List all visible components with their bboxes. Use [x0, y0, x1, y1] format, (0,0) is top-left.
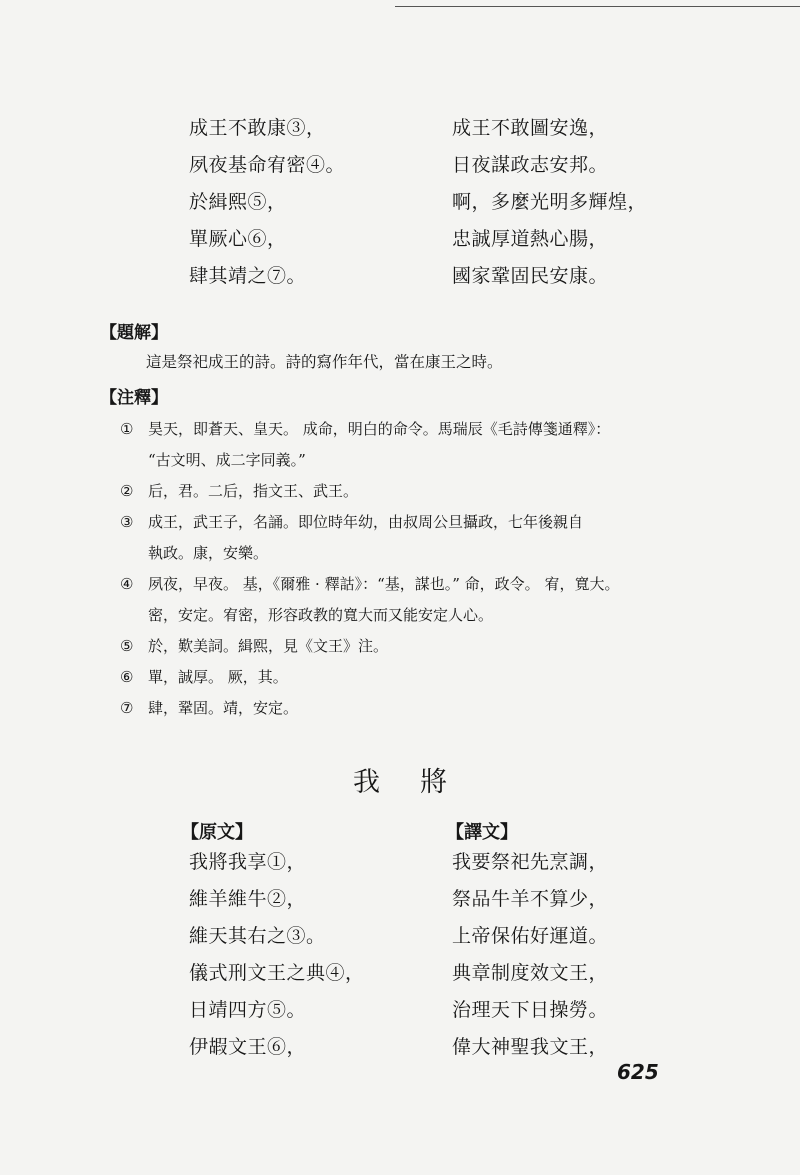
annotation-text: 成王，武王子，名誦。即位時年幼，由叔周公旦攝政，七年後親自 執政。康，安樂。	[148, 513, 584, 562]
verse-line: 伊嘏文王⑥，	[189, 1036, 307, 1058]
verse-line: 祭品牛羊不算少，	[452, 888, 609, 910]
verse-line: 國家鞏固民安康。	[452, 265, 609, 287]
annotation-text: 單，誠厚。 厥，其。	[148, 668, 288, 686]
annotation-item	[120, 414, 680, 476]
verse-line: 維羊維牛②，	[189, 888, 307, 910]
annotation-item	[120, 476, 680, 507]
annotation-text: 后，君。二后，指文王、武王。	[148, 482, 359, 500]
poem2-original	[189, 844, 365, 1066]
poem1-original	[189, 110, 345, 295]
verse-line: 治理天下日操勞。	[452, 999, 609, 1021]
annotation-item	[120, 693, 680, 724]
verse-line: 夙夜基命宥密④。	[189, 154, 346, 176]
annotation-number: ③	[120, 513, 134, 531]
verse-line: 於緝熙⑤，	[189, 191, 287, 213]
verse-line: 成王不敢康③，	[189, 117, 326, 139]
annotation-item	[120, 507, 680, 569]
annotation-text: 夙夜，早夜。 基，《爾雅 · 釋詁》：“基，謀也。” 命，政令。 宥，寬大。 密，安定。宥密，形容政教的寬大而又能安定人心。	[148, 575, 620, 624]
verse-line: 典章制度效文王，	[452, 962, 609, 984]
annotation-list	[120, 414, 680, 724]
explanation-heading: 【題解】	[100, 323, 168, 343]
annotation-item	[120, 569, 680, 631]
verse-line: 日夜謀政志安邦。	[452, 154, 609, 176]
annotation-number: ②	[120, 482, 134, 500]
verse-line: 維天其右之③。	[189, 925, 326, 947]
original-heading: 【原文】	[181, 822, 253, 843]
translation-heading: 【譯文】	[446, 822, 518, 843]
annotation-number: ⑤	[120, 637, 134, 655]
annotation-number: ⑦	[120, 699, 134, 717]
annotation-text: 於，歎美詞。緝熙，見《文王》注。	[148, 637, 389, 655]
poem2-translation	[452, 844, 608, 1066]
annotations-heading: 【注釋】	[100, 388, 168, 408]
verse-line: 忠誠厚道熱心腸，	[452, 228, 609, 250]
verse-line: 儀式刑文王之典④，	[189, 962, 365, 984]
annotation-text: 肆，鞏固。靖，安定。	[148, 699, 299, 717]
verse-line: 成王不敢圖安逸，	[452, 117, 609, 139]
verse-line: 偉大神聖我文王，	[452, 1036, 609, 1058]
annotation-number: ④	[120, 575, 134, 593]
annotation-item	[120, 631, 680, 662]
verse-line: 我要祭祀先烹調，	[452, 851, 609, 873]
explanation-text: 這是祭祀成王的詩。詩的寫作年代，當在康王之時。	[146, 353, 503, 371]
verse-line: 啊，多麼光明多輝煌，	[452, 191, 648, 213]
annotation-number: ①	[120, 420, 134, 438]
annotation-item	[120, 662, 680, 693]
verse-line: 上帝保佑好運道。	[452, 925, 609, 947]
annotation-number: ⑥	[120, 668, 134, 686]
verse-line: 單厥心⑥，	[189, 228, 287, 250]
verse-line: 日靖四方⑤。	[189, 999, 307, 1021]
verse-line: 肆其靖之⑦。	[189, 265, 307, 287]
page-number: 625	[617, 1060, 659, 1084]
annotation-text: 昊天，即蒼天、皇天。 成命，明白的命令。馬瑞辰《毛詩傳箋通釋》： “古文明、成二字同義。”	[148, 420, 611, 469]
verse-line: 我將我享①，	[189, 851, 307, 873]
top-rule	[395, 6, 800, 7]
section-title: 我將	[353, 767, 487, 798]
poem1-translation	[452, 110, 647, 295]
